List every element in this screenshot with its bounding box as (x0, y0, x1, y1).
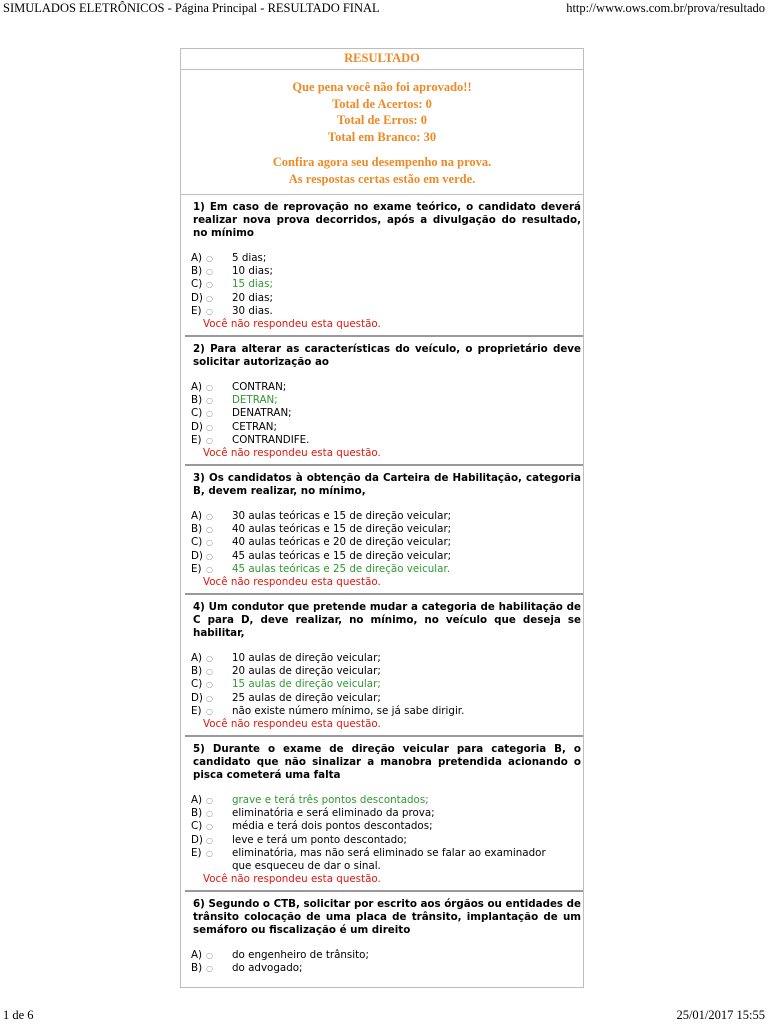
option-letter: B) (191, 265, 203, 278)
radio-icon[interactable]: ○ (206, 383, 213, 393)
option-letter: D) (191, 420, 203, 433)
correct-option-text: grave e terá três pontos descontados; (232, 794, 429, 807)
option-text: CONTRANDIFE. (232, 433, 310, 446)
answer-option[interactable] (181, 394, 583, 407)
option-letter: C) (191, 536, 203, 549)
radio-icon[interactable]: ○ (206, 654, 213, 664)
correct-option-text: 15 dias; (232, 278, 273, 291)
result-frame (180, 48, 584, 988)
print-header (0, 0, 768, 16)
radio-icon[interactable]: ○ (206, 293, 213, 303)
radio-icon[interactable]: ○ (206, 796, 213, 806)
radio-icon[interactable]: ○ (206, 848, 213, 858)
answer-option[interactable] (181, 949, 583, 962)
question-text: 5) Durante o exame de direção veicular para categoria B, o candidato que não sinalizar a manobra pretendida acionando o pisca cometerá uma falta (193, 743, 581, 782)
question (181, 890, 583, 975)
option-letter: B) (191, 665, 203, 678)
correct-option-text: DETRAN; (232, 394, 278, 407)
option-text: eliminatória e será eliminado da prova; (232, 807, 435, 820)
radio-icon[interactable]: ○ (206, 551, 213, 561)
option-letter: C) (191, 820, 203, 833)
not-answered-notice: Você não respondeu esta questão. (203, 873, 381, 886)
correct-option-text: 45 aulas teóricas e 25 de direção veicular. (232, 562, 451, 575)
option-letter: B) (191, 394, 203, 407)
confira-text: Confira agora seu desempenho na prova. (272, 155, 492, 169)
option-letter: A) (191, 794, 203, 807)
answer-option[interactable] (181, 292, 583, 305)
option-text: 20 dias; (232, 291, 273, 304)
option-letter: C) (191, 407, 203, 420)
answer-option[interactable] (181, 847, 583, 873)
answer-option[interactable] (181, 794, 583, 807)
total-branco: Total em Branco: 30 (327, 129, 437, 144)
option-text: 5 dias; (232, 252, 267, 264)
radio-icon[interactable]: ○ (206, 964, 213, 974)
radio-icon[interactable]: ○ (206, 564, 213, 574)
option-letter: C) (191, 278, 203, 291)
question-text: 1) Em caso de reprovação no exame teórico, o candidato deverá realizar nova prova decorridos, após a divulgação do resultado, no mínimo (193, 201, 581, 239)
question (181, 335, 583, 460)
radio-icon[interactable]: ○ (206, 680, 213, 690)
answer-option[interactable] (181, 563, 583, 576)
answer-option[interactable] (181, 678, 583, 691)
page-url: http://www.ows.com.br/prova/resultado (566, 1, 765, 15)
radio-icon[interactable]: ○ (206, 693, 213, 703)
option-letter: E) (191, 846, 202, 859)
not-answered-notice: Você não respondeu esta questão. (203, 447, 381, 460)
question-text: 2) Para alterar as características do veículo, o proprietário deve solicitar autorização ao (193, 343, 581, 369)
option-text: 45 aulas teóricas e 15 de direção veicular; (232, 549, 452, 562)
radio-icon[interactable]: ○ (206, 280, 213, 290)
question (181, 593, 583, 731)
document-title: SIMULADOS ELETRÔNICOS - Página Principal - RESULTADO FINAL (3, 1, 380, 15)
option-text: não existe número mínimo, se já sabe dirigir. (232, 704, 465, 717)
answer-option[interactable] (181, 665, 583, 678)
print-footer (0, 1006, 768, 1024)
option-letter: D) (191, 833, 203, 846)
option-letter: D) (191, 691, 203, 704)
option-letter: A) (191, 652, 203, 665)
option-text: 30 dias. (232, 304, 273, 317)
radio-icon[interactable]: ○ (206, 512, 213, 522)
radio-icon[interactable]: ○ (206, 306, 213, 316)
option-letter: E) (191, 704, 202, 717)
option-text: do engenheiro de trânsito; (232, 949, 369, 962)
radio-icon[interactable]: ○ (206, 951, 213, 961)
option-letter: A) (191, 510, 203, 523)
question (181, 464, 583, 589)
result-message: Que pena você não foi aprovado!! (292, 80, 472, 94)
answer-option[interactable] (181, 536, 583, 549)
answer-option[interactable] (181, 265, 583, 278)
answer-option[interactable] (181, 381, 583, 394)
radio-icon[interactable]: ○ (206, 254, 213, 263)
option-letter: D) (191, 291, 203, 304)
answer-option[interactable] (181, 807, 583, 820)
option-letter: B) (191, 807, 203, 820)
print-datetime: 25/01/2017 15:55 (676, 1008, 765, 1022)
answer-option[interactable] (181, 510, 583, 523)
radio-icon[interactable]: ○ (206, 809, 213, 819)
radio-icon[interactable]: ○ (206, 435, 213, 445)
option-text: 40 aulas teóricas e 20 de direção veicular; (232, 536, 452, 549)
question-text: 6) Segundo o CTB, solicitar por escrito aos órgãos ou entidades de trânsito colocação de uma placa de trânsito, implantação de um semáforo ou fiscalização é um direito (193, 898, 581, 937)
option-text: 10 aulas de direção veicular; (232, 652, 381, 665)
question (181, 195, 583, 331)
option-letter: B) (191, 523, 203, 536)
option-letter: E) (191, 304, 202, 317)
option-text: CETRAN; (232, 420, 277, 433)
question-list (181, 195, 583, 976)
option-letter: D) (191, 549, 203, 562)
answer-option[interactable] (181, 278, 583, 291)
option-text: 25 aulas de direção veicular; (232, 691, 381, 704)
correct-option-text: 15 aulas de direção veicular; (232, 678, 381, 691)
verde-hint: As respostas certas estão em verde. (288, 171, 476, 186)
answer-option[interactable] (181, 820, 583, 833)
option-letter: E) (191, 433, 202, 446)
page-number: 1 de 6 (3, 1008, 34, 1022)
answer-option[interactable] (181, 834, 583, 847)
option-text: 20 aulas de direção veicular; (232, 665, 381, 678)
option-letter: C) (191, 678, 203, 691)
answer-option[interactable] (181, 705, 583, 718)
option-letter: A) (191, 949, 203, 962)
option-letter: E) (191, 562, 202, 575)
option-letter: B) (191, 962, 203, 975)
radio-icon[interactable]: ○ (206, 706, 213, 716)
answer-option[interactable] (181, 523, 583, 536)
not-answered-notice: Você não respondeu esta questão. (203, 318, 381, 331)
option-text: eliminatória, mas não será eliminado se falar ao examinador que esqueceu de dar o sinal. (232, 846, 546, 873)
option-text: leve e terá um ponto descontado; (232, 833, 407, 846)
radio-icon[interactable]: ○ (206, 822, 213, 832)
question-text: 3) Os candidatos à obtenção da Carteira de Habilitação, categoria B, devem realizar, no mínimo, (193, 472, 581, 498)
answer-option[interactable] (181, 407, 583, 420)
not-answered-notice: Você não respondeu esta questão. (203, 718, 381, 731)
total-acertos: Total de Acertos: 0 (332, 96, 432, 111)
radio-icon[interactable]: ○ (206, 667, 213, 677)
not-answered-notice: Você não respondeu esta questão. (203, 576, 381, 589)
total-erros: Total de Erros: 0 (337, 113, 427, 127)
radio-icon[interactable]: ○ (206, 409, 213, 419)
option-text: 30 aulas teóricas e 15 de direção veicular; (232, 510, 452, 523)
answer-option[interactable] (181, 962, 583, 975)
radio-icon[interactable]: ○ (206, 422, 213, 432)
answer-option[interactable] (181, 652, 583, 665)
option-text: 40 aulas teóricas e 15 de direção veicular; (232, 523, 452, 536)
option-text: DENATRAN; (232, 407, 292, 420)
option-letter: A) (191, 252, 203, 264)
radio-icon[interactable]: ○ (206, 267, 213, 277)
radio-icon[interactable]: ○ (206, 525, 213, 535)
radio-icon[interactable]: ○ (206, 835, 213, 845)
option-text: média e terá dois pontos descontados; (232, 820, 433, 833)
option-text: do advogado; (232, 962, 303, 975)
answer-option[interactable] (181, 692, 583, 705)
answer-option[interactable] (181, 305, 583, 318)
result-title: RESULTADO (181, 49, 583, 70)
radio-icon[interactable]: ○ (206, 538, 213, 548)
option-text: CONTRAN; (232, 381, 287, 394)
question-text: 4) Um condutor que pretende mudar a categoria de habilitação de C para D, deve realizar, no mínimo, no veículo que deseja se habilitar, (193, 601, 581, 640)
option-text: 10 dias; (232, 265, 273, 278)
question (181, 735, 583, 886)
option-letter: A) (191, 381, 203, 394)
answer-option[interactable] (181, 434, 583, 447)
answer-option[interactable] (181, 550, 583, 563)
answer-option[interactable] (181, 252, 583, 265)
radio-icon[interactable]: ○ (206, 396, 213, 406)
result-box (181, 49, 583, 195)
answer-option[interactable] (181, 421, 583, 434)
